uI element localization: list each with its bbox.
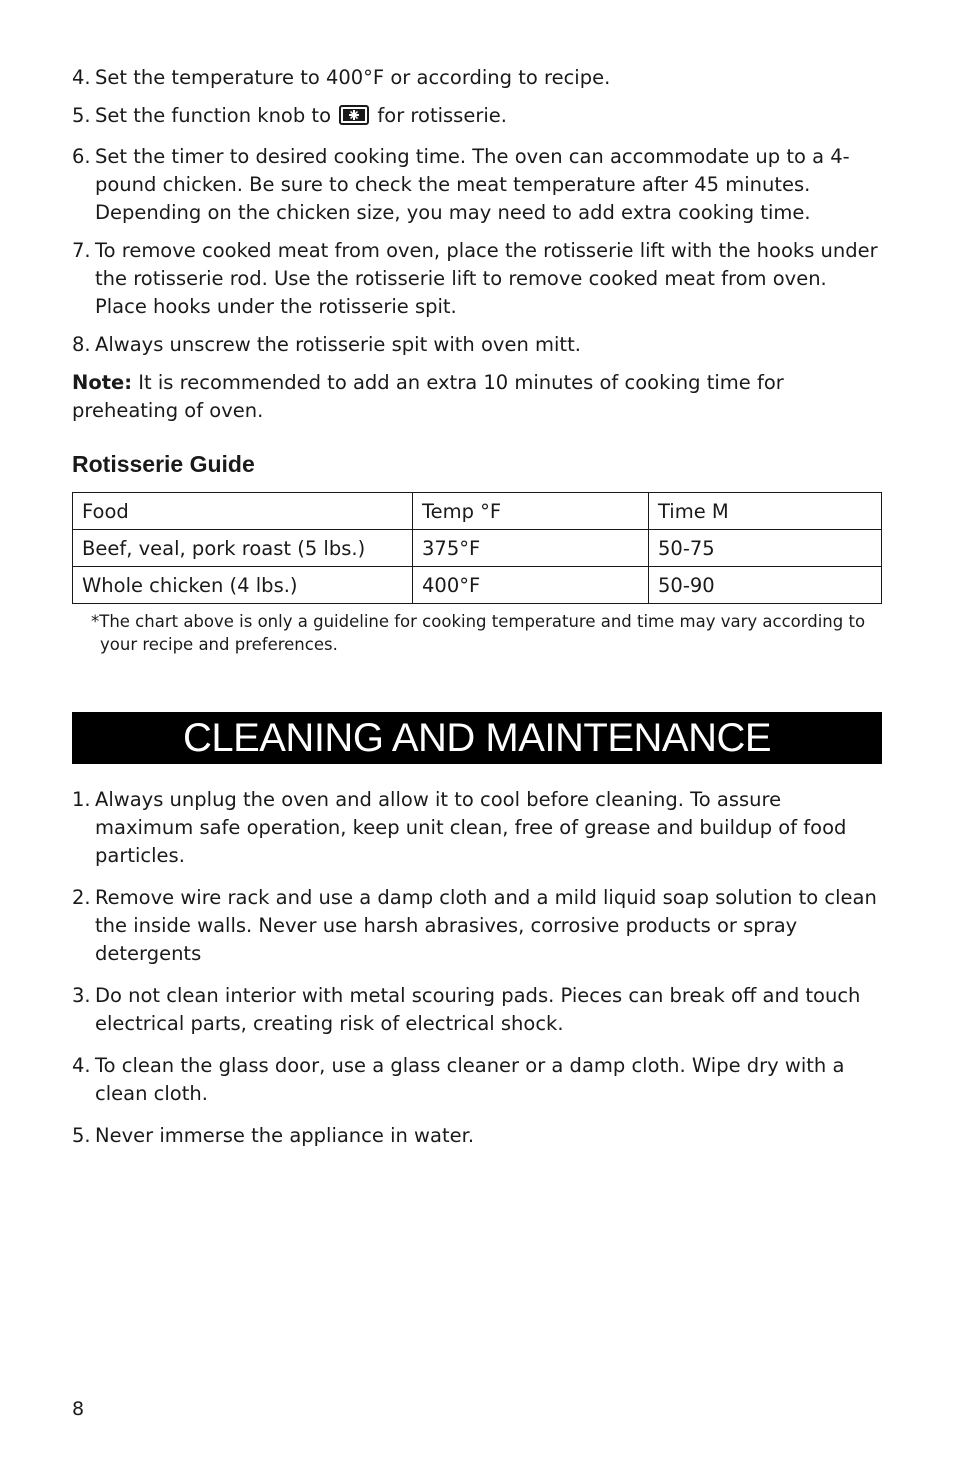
step-text: To remove cooked meat from oven, place the rotisserie lift with the hooks under the rotisserie rod. Use the rotisserie lift to remove cooked meat from oven. Place hooks under the rotisserie spit. bbox=[95, 239, 878, 318]
step-8 bbox=[72, 331, 882, 359]
rotisserie-guide-table bbox=[72, 492, 882, 604]
step-number: 3. bbox=[72, 984, 91, 1007]
step-number: 6. bbox=[72, 145, 91, 168]
step-text: Set the timer to desired cooking time. The oven can accommodate up to a 4-pound chicken. Be sure to check the meat temperature after 45 minutes. Depending on the chicken size, you may need to add extra cooking time. bbox=[95, 145, 850, 224]
step-number: 5. bbox=[72, 1124, 91, 1147]
cleaning-step-4 bbox=[72, 1052, 882, 1108]
manual-page bbox=[72, 64, 882, 1164]
step-5 bbox=[72, 102, 882, 133]
step-text: Always unscrew the rotisserie spit with oven mitt. bbox=[95, 333, 581, 356]
step-number: 4. bbox=[72, 66, 91, 89]
cleaning-steps bbox=[72, 786, 882, 1150]
note-text: It is recommended to add an extra 10 minutes of cooking time for preheating of oven. bbox=[72, 371, 784, 422]
step-7 bbox=[72, 237, 882, 321]
step-number: 8. bbox=[72, 333, 91, 356]
table-row bbox=[73, 530, 882, 567]
step-text: Do not clean interior with metal scouring pads. Pieces can break off and touch electrical parts, creating risk of electrical shock. bbox=[95, 984, 861, 1035]
cleaning-step-2 bbox=[72, 884, 882, 968]
table-footnote: *The chart above is only a guideline for cooking temperature and time may vary according to your recipe and preferences. bbox=[91, 612, 866, 654]
section-banner: CLEANING AND MAINTENANCE bbox=[72, 712, 882, 764]
step-text: Never immerse the appliance in water. bbox=[95, 1124, 475, 1147]
step-text: Always unplug the oven and allow it to cool before cleaning. To assure maximum safe operation, keep unit clean, free of grease and buildup of food particles. bbox=[95, 788, 847, 867]
cleaning-step-3 bbox=[72, 982, 882, 1038]
cell-time: 50-75 bbox=[649, 530, 882, 567]
step-number: 7. bbox=[72, 239, 91, 262]
header-food: Food bbox=[73, 493, 413, 530]
rotisserie-guide-title: Rotisserie Guide bbox=[72, 451, 255, 477]
step-6 bbox=[72, 143, 882, 227]
step-number: 5. bbox=[72, 104, 91, 127]
rotisserie-icon bbox=[339, 105, 369, 133]
step-text-after: for rotisserie. bbox=[377, 104, 507, 127]
header-time: Time M bbox=[649, 493, 882, 530]
table-header-row bbox=[73, 493, 882, 530]
note-paragraph bbox=[72, 369, 882, 425]
page-number: 8 bbox=[72, 1398, 85, 1420]
cell-temp: 400°F bbox=[413, 567, 649, 604]
cell-food: Whole chicken (4 lbs.) bbox=[73, 567, 413, 604]
step-4 bbox=[72, 64, 882, 92]
step-number: 2. bbox=[72, 886, 91, 909]
table-row bbox=[73, 567, 882, 604]
cell-time: 50-90 bbox=[649, 567, 882, 604]
header-temp: Temp °F bbox=[413, 493, 649, 530]
step-text-before: Set the function knob to bbox=[95, 104, 332, 127]
step-text: Set the temperature to 400°F or according to recipe. bbox=[95, 66, 611, 89]
step-number: 1. bbox=[72, 788, 91, 811]
step-text: Remove wire rack and use a damp cloth and a mild liquid soap solution to clean the inside walls. Never use harsh abrasives, corrosive products or spray detergents bbox=[95, 886, 877, 965]
cleaning-step-1 bbox=[72, 786, 882, 870]
cell-food: Beef, veal, pork roast (5 lbs.) bbox=[73, 530, 413, 567]
cleaning-step-5 bbox=[72, 1122, 882, 1150]
step-text: To clean the glass door, use a glass cleaner or a damp cloth. Wipe dry with a clean cloth. bbox=[95, 1054, 845, 1105]
note-label: Note: bbox=[72, 371, 133, 394]
cell-temp: 375°F bbox=[413, 530, 649, 567]
step-number: 4. bbox=[72, 1054, 91, 1077]
